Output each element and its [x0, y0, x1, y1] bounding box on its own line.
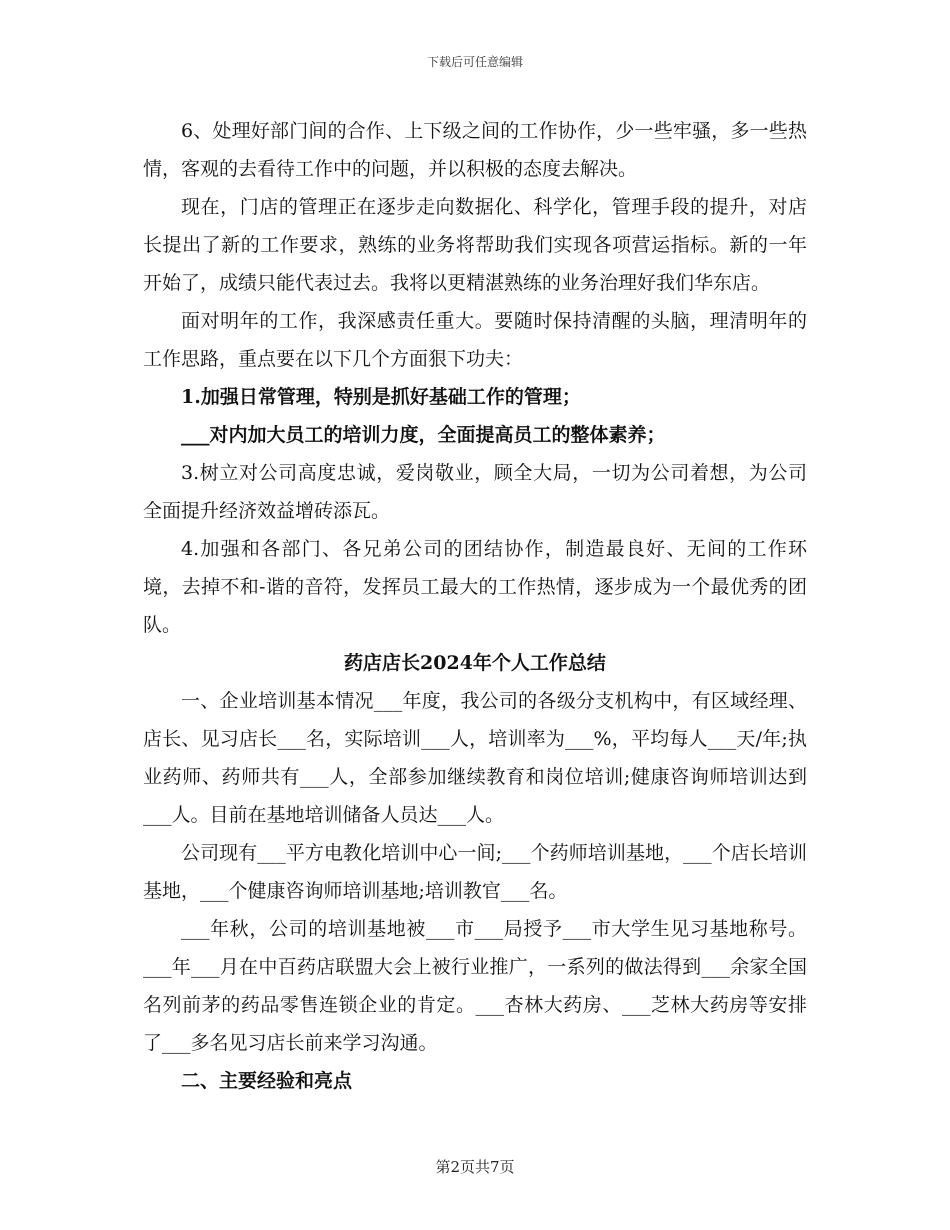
paragraph-training-overview: 一、企业培训基本情况___年度，我公司的各级分支机构中，有区域经理、店长、见习店长___名，实际培训___人，培训率为___%，平均每人___天/年;执业药师、药师共有___人，全部参加继续教育和岗位培训;健康咨询师培训达到___人。目前在基地培训储备人员达___人。	[143, 690, 807, 826]
paragraph-cooperation: 6、处理好部门间的合作、上下级之间的工作协作，少一些牢骚，多一些热情，客观的去看待工作中的问题，并以积极的态度去解决。	[143, 120, 807, 180]
list-item-3: 3.树立对公司高度忠诚，爱岗敬业，顾全大局，一切为公司着想，为公司全面提升经济效益增砖添瓦。	[143, 462, 807, 522]
paragraph-management-trend: 现在，门店的管理正在逐步走向数据化、科学化，管理手段的提升，对店长提出了新的工作要求，熟练的业务将帮助我们实现各项营运指标。新的一年开始了，成绩只能代表过去。我将以更精湛熟练的业务治理好我们华东店。	[143, 196, 807, 294]
document-body	[143, 112, 807, 1100]
heading-experience: 二、主要经验和亮点	[181, 1070, 353, 1092]
section-title: 药店店长2024年个人工作总结	[344, 652, 606, 674]
page-header-note: 下载后可任意编辑	[426, 55, 523, 69]
paragraph-training-honors: ___年秋，公司的培训基地被___市___局授予___市大学生见习基地称号。___年___月在中百药店联盟大会上被行业推广，一系列的做法得到___余家全国名列前茅的药品零售连锁企业的肯定。___杏林大药房、___芝林大药房等安排了___多名见习店长前来学习沟通。	[143, 918, 807, 1054]
list-item-2: ___对内加大员工的培训力度，全面提高员工的整体素养；	[181, 424, 666, 446]
paragraph-training-facilities: 公司现有___平方电教化培训中心一间;___个药师培训基地，___个店长培训基地，___个健康咨询师培训基地;培训教官___名。	[143, 842, 807, 902]
list-item-1: 1.加强日常管理，特别是抓好基础工作的管理；	[181, 386, 581, 408]
page-number: 第2页共7页	[435, 1158, 515, 1176]
paragraph-next-year: 面对明年的工作，我深感责任重大。要随时保持清醒的头脑，理清明年的工作思路，重点要在以下几个方面狠下功夫：	[143, 310, 807, 370]
list-item-4: 4.加强和各部门、各兄弟公司的团结协作，制造最良好、无间的工作环境，去掉不和-谐的音符，发挥员工最大的工作热情，逐步成为一个最优秀的团队。	[143, 538, 807, 636]
